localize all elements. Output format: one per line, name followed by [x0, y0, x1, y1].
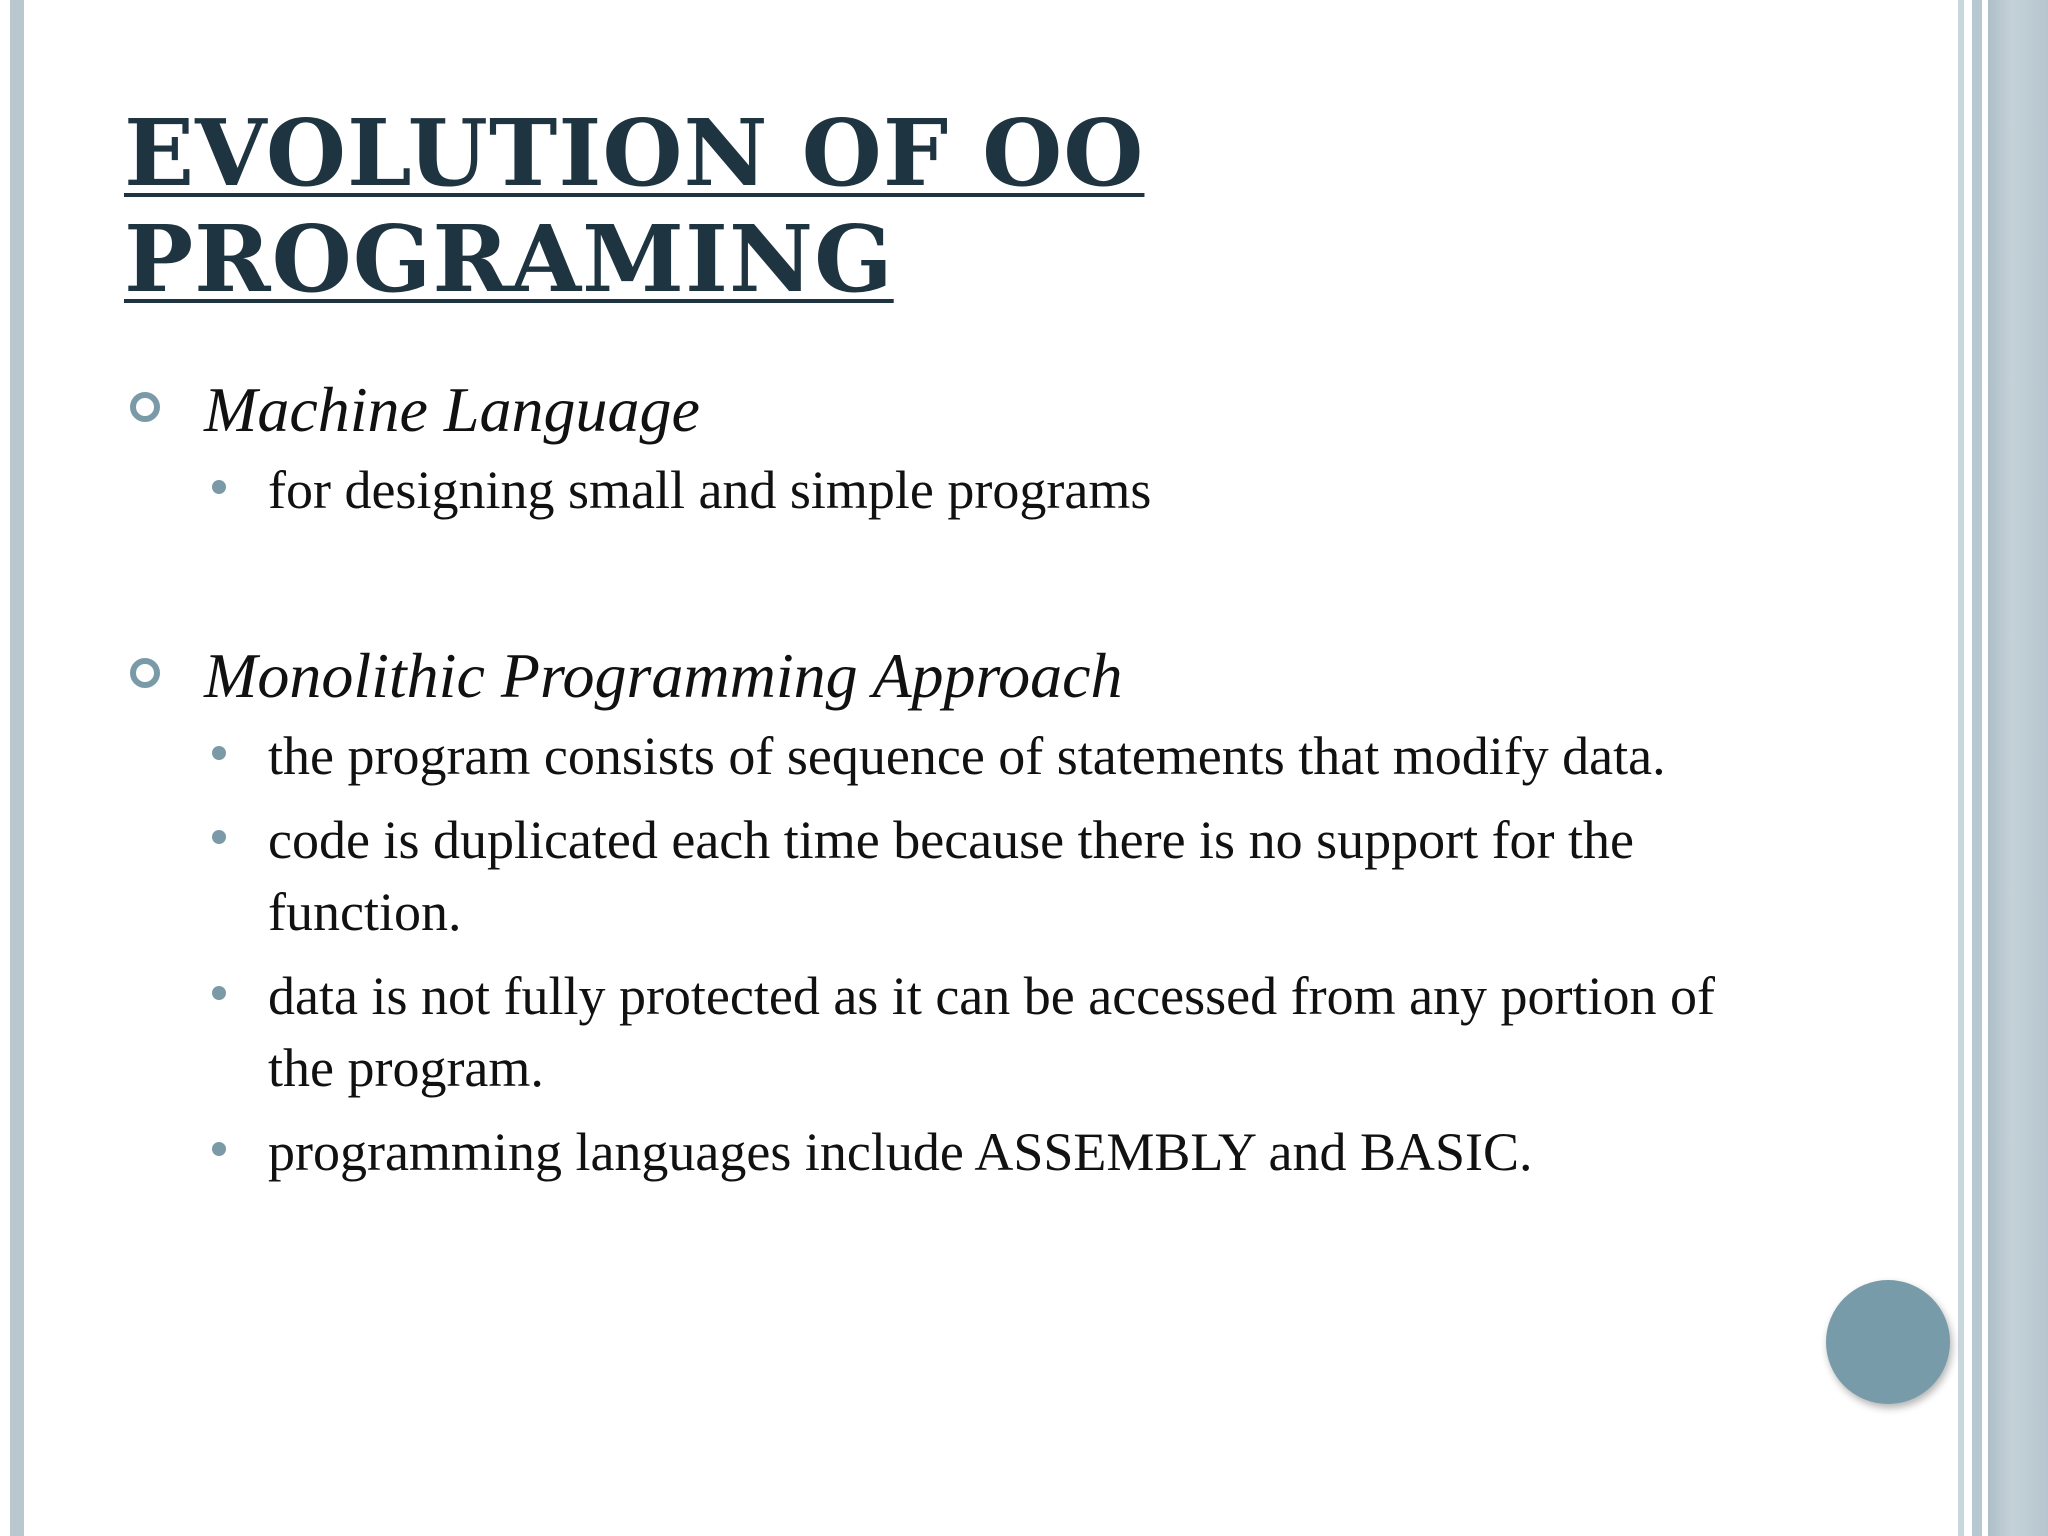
section-heading-text: Monolithic Programming Approach	[204, 640, 1123, 711]
bullet-item	[124, 960, 1744, 1104]
ring-bullet-icon	[130, 658, 160, 688]
bullet-text: data is not fully protected as it can be accessed from any portion of the program.	[268, 966, 1716, 1098]
bullet-item	[124, 720, 1744, 792]
bullet-item	[124, 1116, 1744, 1188]
stripe	[1972, 0, 1982, 1536]
dot-bullet-icon	[212, 746, 226, 760]
section-heading	[124, 636, 1744, 716]
slide-title	[124, 100, 1624, 312]
left-border-bar	[10, 0, 24, 1536]
bullet-text: the program consists of sequence of statements that modify data.	[268, 726, 1666, 786]
title-line-2: PROGRAMING	[124, 205, 894, 313]
bullet-text: code is duplicated each time because there is no support for the function.	[268, 810, 1635, 942]
dot-bullet-icon	[212, 480, 226, 494]
stripe	[1988, 0, 2048, 1536]
bullet-item	[124, 804, 1744, 948]
nav-circle-button[interactable]	[1826, 1280, 1950, 1404]
section-heading-text: Machine Language	[204, 374, 700, 445]
bullet-item	[124, 454, 1744, 526]
section-heading	[124, 370, 1744, 450]
bullet-text: programming languages include ASSEMBLY and BASIC.	[268, 1122, 1533, 1182]
ring-bullet-icon	[130, 392, 160, 422]
slide-content	[124, 370, 1744, 1188]
right-decorative-stripes	[1958, 0, 2048, 1536]
dot-bullet-icon	[212, 830, 226, 844]
dot-bullet-icon	[212, 1142, 226, 1156]
title-line-1: EVOLUTION OF OO	[124, 99, 1145, 207]
dot-bullet-icon	[212, 986, 226, 1000]
bullet-text: for designing small and simple programs	[268, 460, 1152, 520]
stripe	[1964, 0, 1972, 1536]
